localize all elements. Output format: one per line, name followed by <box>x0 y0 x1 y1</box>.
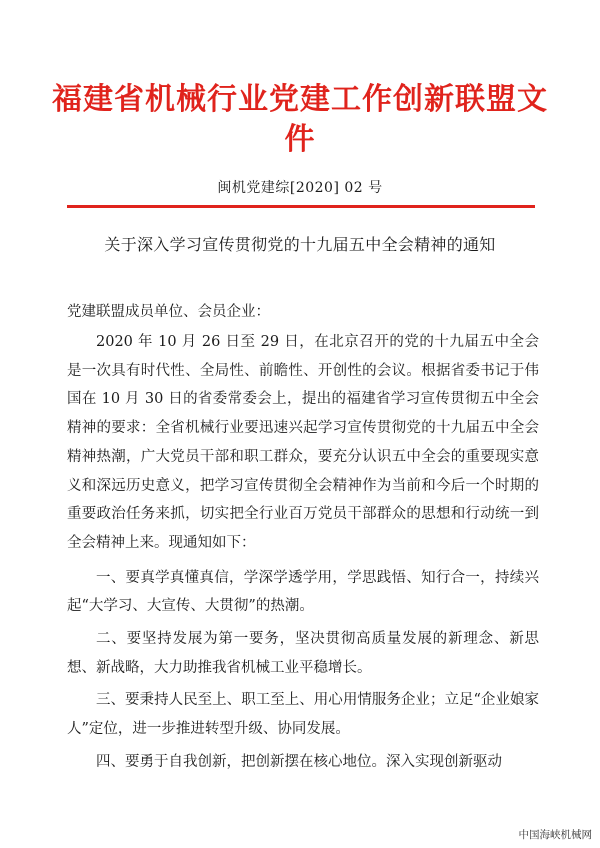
header-divider <box>67 205 535 208</box>
document-header-title: 福建省机械行业党建工作创新联盟文件 <box>52 82 548 157</box>
document-body <box>67 328 539 781</box>
body-paragraph: 三、要秉持人民至上、职工至上、用心用情服务企业；立足“企业娘家人”定位，进一步推进转型升级、协同发展。 <box>67 692 539 738</box>
salutation: 党建联盟成员单位、会员企业： <box>67 304 270 320</box>
body-paragraph: 四、要勇于自我创新，把创新摆在核心地位。深入实现创新驱动 <box>96 753 502 770</box>
body-paragraph: 一、要真学真懂真信，学深学透学用，学思践悟、知行合一，持续兴起“大学习、大宣传、大贯彻”的热潮。 <box>67 569 539 615</box>
document-number: 闽机党建综[2020] 02 号 <box>217 180 383 196</box>
body-paragraph: 2020 年 10 月 26 日至 29 日，在北京召开的党的十九届五中全会是一次具有时代性、全局性、前瞻性、开创性的会议。根据省委书记于伟国在 10 月 30 日的省委常委会上，提出的福建省学习宣传贯彻五中全会精神的要求：全省机械行业要迅速兴起学习宣传贯彻党的十九届五中全会精神热潮，广大党员干部和职工群众，要充分认识五中全会的重要现实意义和深远历史意义，把学习宣传贯彻全会精神作为当前和今后一个时期的重要政治任务来抓，切实把全行业百万党员干部群众的思想和行动统一到全会精神上来。现通知如下： <box>67 334 539 551</box>
body-paragraph: 二、要坚持发展为第一要务，坚决贯彻高质量发展的新理念、新思想、新战略，大力助推我省机械工业平稳增长。 <box>67 631 539 676</box>
notice-title: 关于深入学习宣传贯彻党的十九届五中全会精神的通知 <box>104 235 496 254</box>
site-watermark: 中国海峡机械网 <box>518 829 592 841</box>
